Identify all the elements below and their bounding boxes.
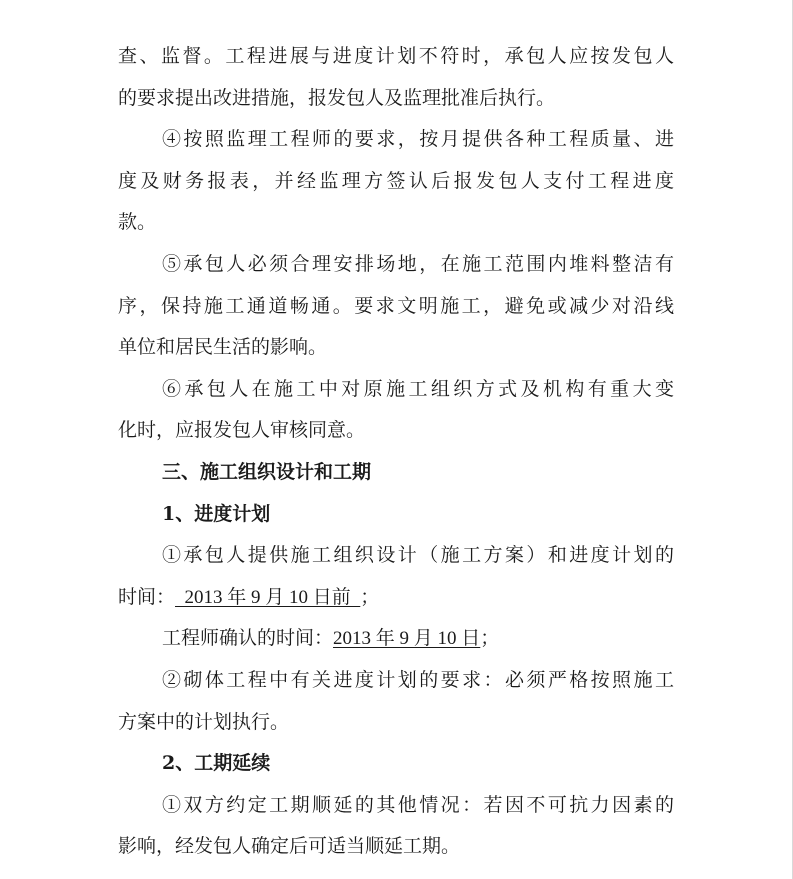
text-line: 序，保持施工通道畅通。要求文明施工，避免或减少对沿线: [118, 294, 674, 317]
field-label: 时间：: [118, 585, 176, 608]
field-suffix: ；: [360, 585, 380, 608]
text-line: ②砌体工程中有关进度计划的要求：必须严格按照施工: [162, 668, 674, 691]
document-body: [118, 36, 674, 868]
text-line: ①承包人提供施工组织设计（施工方案）和进度计划的: [162, 544, 674, 567]
text-line: [118, 577, 674, 619]
text-line: 款。: [118, 211, 157, 234]
text-line: 度及财务报表，并经监理方签认后报发包人支付工程进度: [118, 169, 674, 192]
text-line: 方案中的计划执行。: [118, 710, 290, 733]
section-heading: 三、施工组织设计和工期: [162, 460, 372, 483]
text-line: 查、监督。工程进展与进度计划不符时，承包人应按发包人: [118, 45, 674, 67]
subsection-heading: 1、进度计划: [162, 502, 271, 525]
text-line: [118, 618, 674, 660]
subsection-heading: 2、工期延续: [162, 752, 271, 775]
text-line: 的要求提出改进措施，报发包人及监理批准后执行。: [118, 86, 556, 109]
text-line: ⑤承包人必须合理安排场地，在施工范围内堆料整洁有: [162, 252, 674, 275]
field-value-underlined: 2013 年 9 月 10 日: [333, 628, 481, 650]
text-line: ①双方约定工期顺延的其他情况：若因不可抗力因素的: [162, 793, 674, 816]
field-label: 工程师确认的时间：: [162, 627, 334, 650]
text-line: 影响，经发包人确定后可适当顺延工期。: [118, 835, 461, 858]
field-value-underlined: 2013 年 9 月 10 日前: [175, 586, 361, 608]
text-line: ⑥承包人在施工中对原施工组织方式及机构有重大变: [162, 377, 674, 400]
text-line: 化时，应报发包人审核同意。: [118, 419, 366, 442]
text-line: 单位和居民生活的影响。: [118, 336, 328, 359]
text-line: ④按照监理工程师的要求，按月提供各种工程质量、进: [162, 128, 674, 151]
field-suffix: ；: [480, 627, 500, 650]
